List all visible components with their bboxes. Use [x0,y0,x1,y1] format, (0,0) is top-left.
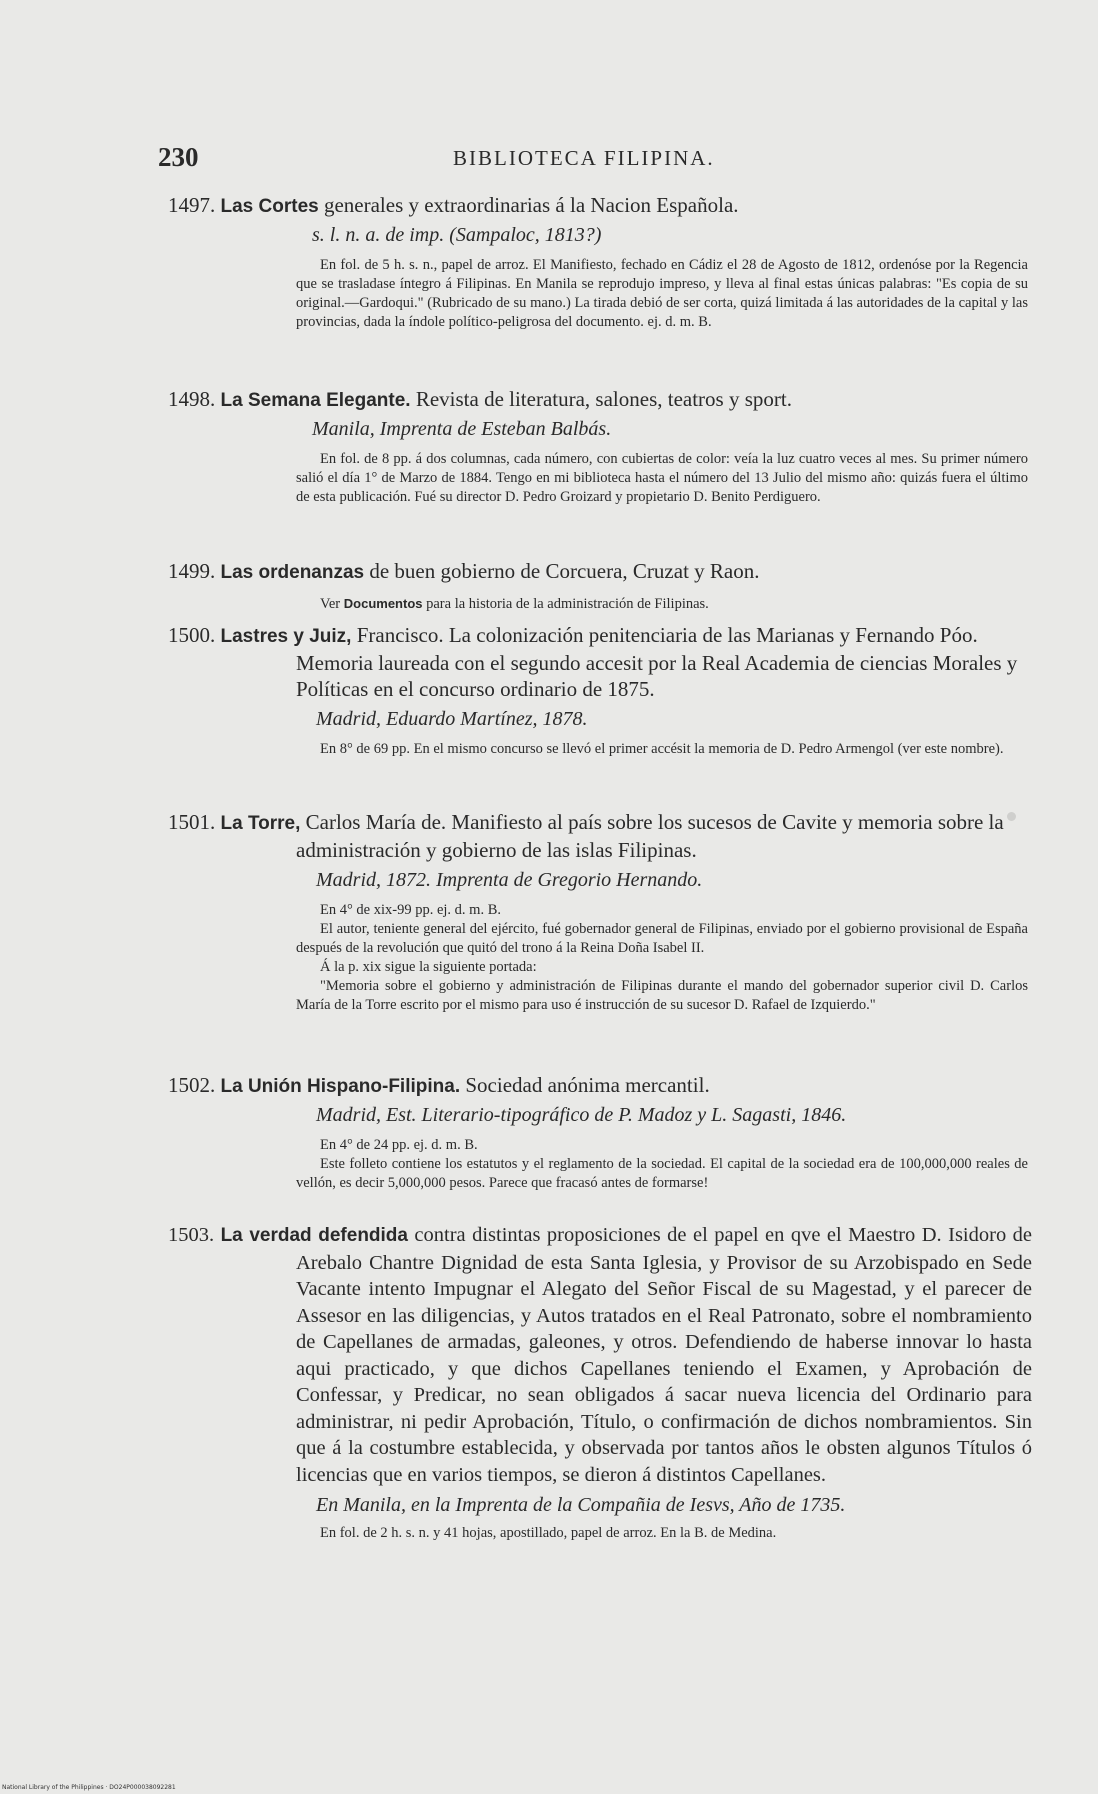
see-rest: para la historia de la administración de Filipinas. [422,596,709,612]
entry-title [168,622,1098,702]
entry-1499 [0,558,1098,614]
entry-imprint: Madrid, Est. Literario-tipográfico de P. Madoz y L. Sagasti, 1846. [316,1104,847,1126]
entry-number: 1499. [168,559,216,583]
entry-title [168,1222,1098,1488]
entry-lead: La verdad defendida [220,1225,408,1246]
note-paragraph: Este folleto contiene los estatutos y el reglamento de la sociedad. El capital de la sociedad era de 100,000,000 reales de vellón, es decir 5,000,000 pesos. Parece que fracasó antes de formarse! [296,1156,1028,1191]
entry-1501 [0,809,1098,1015]
entry-lead: La Torre, [220,813,301,834]
entry-number: 1498. [168,387,216,411]
entry-title-rest: generales y extraordinarias á la Nacion Española. [318,193,739,217]
note-paragraph: En 4° de xix-99 pp. ej. d. m. B. [320,902,501,918]
entry-imprint: s. l. n. a. de imp. (Sampaloc, 1813?) [312,224,602,246]
entry-1497 [0,192,1098,332]
entry-title [168,386,1098,414]
entry-1498 [0,386,1098,507]
scan-footer: National Library of the Philippines · DO24P000038092281 [2,1784,176,1791]
entry-title [168,809,1098,863]
entry-imprint: Madrid, Eduardo Martínez, 1878. [316,708,588,730]
see-target: Documentos [343,596,423,611]
entry-title-rest: de buen gobierno de Corcuera, Cruzat y Raon. [364,559,760,583]
note-paragraph: En 4° de 24 pp. ej. d. m. B. [320,1137,478,1153]
page-number: 230 [158,142,199,172]
note-paragraph: En 8° de 69 pp. En el mismo concurso se llevó el primer accésit la memoria de D. Pedro Armengol (ver este nombre). [320,741,1004,757]
entry-1502 [0,1072,1098,1193]
note-paragraph: "Memoria sobre el gobierno y administración de Filipinas durante el mando del gobernador superior civil D. Carlos María de la Torre escrito por el mismo para uso é instrucción de su sucesor D. Rafael de Izquierdo." [296,978,1028,1013]
entry-note [296,1524,1098,1543]
note-paragraph: El autor, teniente general del ejército, fué gobernador general de Filipinas, enviado por el gobierno provisional de España después de la revolución que quitó del trono á la Reina Doña Isabel II. [296,921,1028,956]
entry-number: 1500. [168,623,216,647]
entry-title-rest: contra distintas proposiciones de el papel en qve el Maestro D. Isidoro de Arebalo Chantre Dignidad de esta Santa Iglesia, y Provisor de su Arzobispado en Sede Vacante intento Impugnar el Alegato del Señor Fiscal de su Magestad, y el parecer de Assesor en las diligencias, y Autos tratados en el Real Patronato, sobre el nombramiento de Capellanes de armadas, galeones, y otros. Defendiendo de haberse innovar lo hasta aqui practicado, y que dichos Capellanes teniendo el Examen, y Aprobación de Confessar, y Predicar, no sean obligados á sacar nueva licencia del Ordinario para administrar, ni pedir Aprobación, Título, o confirmación de dichos nombramientos. Sin que á la costumbre establecida, y observada por tantos años le obsten algunos Títulos ó licencias que en varios tiempos, se dieron á distintos Capellanes. [296,1224,1032,1486]
entry-title-rest: Carlos María de. Manifiesto al país sobre los sucesos de Cavite y memoria sobre la administración y gobierno de las islas Filipinas. [296,810,1004,862]
note-paragraph: En fol. de 5 h. s. n., papel de arroz. El Manifiesto, fechado en Cádiz el 28 de Agosto de 1812, ordenóse por la Regencia que se trasladase íntegro á Filipinas. En Manila se reprodujo impreso, y lleva al final estas únicas palabras: "Es copia de su original.—Gardoqui." (Rubricado de su mano.) La tirada debió de ser corta, quizá limitada á las autoridades de la capital y las provincias, dada la índole político-peligrosa del documento. ej. d. m. B. [296,257,1028,330]
entry-see-reference [296,594,1098,614]
entry-lead: La Semana Elegante. [220,390,411,411]
entry-number: 1497. [168,193,216,217]
entry-lead: Las ordenanzas [220,562,365,583]
entry-title-rest: Sociedad anónima mercantil. [460,1073,710,1097]
entry-lead: Las Cortes [220,196,319,217]
entry-imprint: Manila, Imprenta de Esteban Balbás. [312,418,612,440]
scan-speck [1007,812,1016,821]
note-paragraph: Á la p. xix sigue la siguiente portada: [320,959,537,975]
entry-number: 1503. [168,1224,215,1246]
entry-lead: Lastres y Juiz, [220,626,352,647]
entry-title [168,1072,1098,1100]
entry-1503 [0,1222,1098,1543]
entry-1500 [0,622,1098,759]
running-title: BIBLIOTECA FILIPINA. [453,146,715,170]
entry-note [296,740,1098,759]
entry-number: 1502. [168,1073,216,1097]
entry-imprint: En Manila, en la Imprenta de la Compañia de Iesvs, Año de 1735. [316,1494,846,1516]
entry-note [296,450,1098,507]
entry-note [296,901,1098,1015]
entry-lead: La Unión Hispano-Filipina. [220,1076,461,1097]
entry-title [168,192,1098,220]
entry-title-rest: Francisco. La colonización penitenciaria de las Marianas y Fernando Póo. Memoria laureada con el segundo accesit por la Real Academia de ciencias Morales y Políticas en el concurso ordinario de 1875. [296,623,1018,701]
entry-imprint: Madrid, 1872. Imprenta de Gregorio Hernando. [316,869,703,891]
note-paragraph: En fol. de 2 h. s. n. y 41 hojas, apostillado, papel de arroz. En la B. de Medina. [320,1525,777,1541]
entry-title [168,558,1098,586]
page-header [158,142,998,182]
entry-number: 1501. [168,810,216,834]
entry-note [296,1136,1098,1193]
entry-note [296,256,1098,332]
entry-title-rest: Revista de literatura, salones, teatros y sport. [410,387,792,411]
see-prefix: Ver [320,596,344,612]
note-paragraph: En fol. de 8 pp. á dos columnas, cada número, con cubiertas de color: veía la luz cuatro veces al mes. Su primer número salió el día 1° de Marzo de 1884. Tengo en mi biblioteca hasta el número del 13 Julio del mismo año: quizás fuera el último de esta publicación. Fué su director D. Pedro Groizard y propietario D. Benito Perdiguero. [296,451,1028,505]
